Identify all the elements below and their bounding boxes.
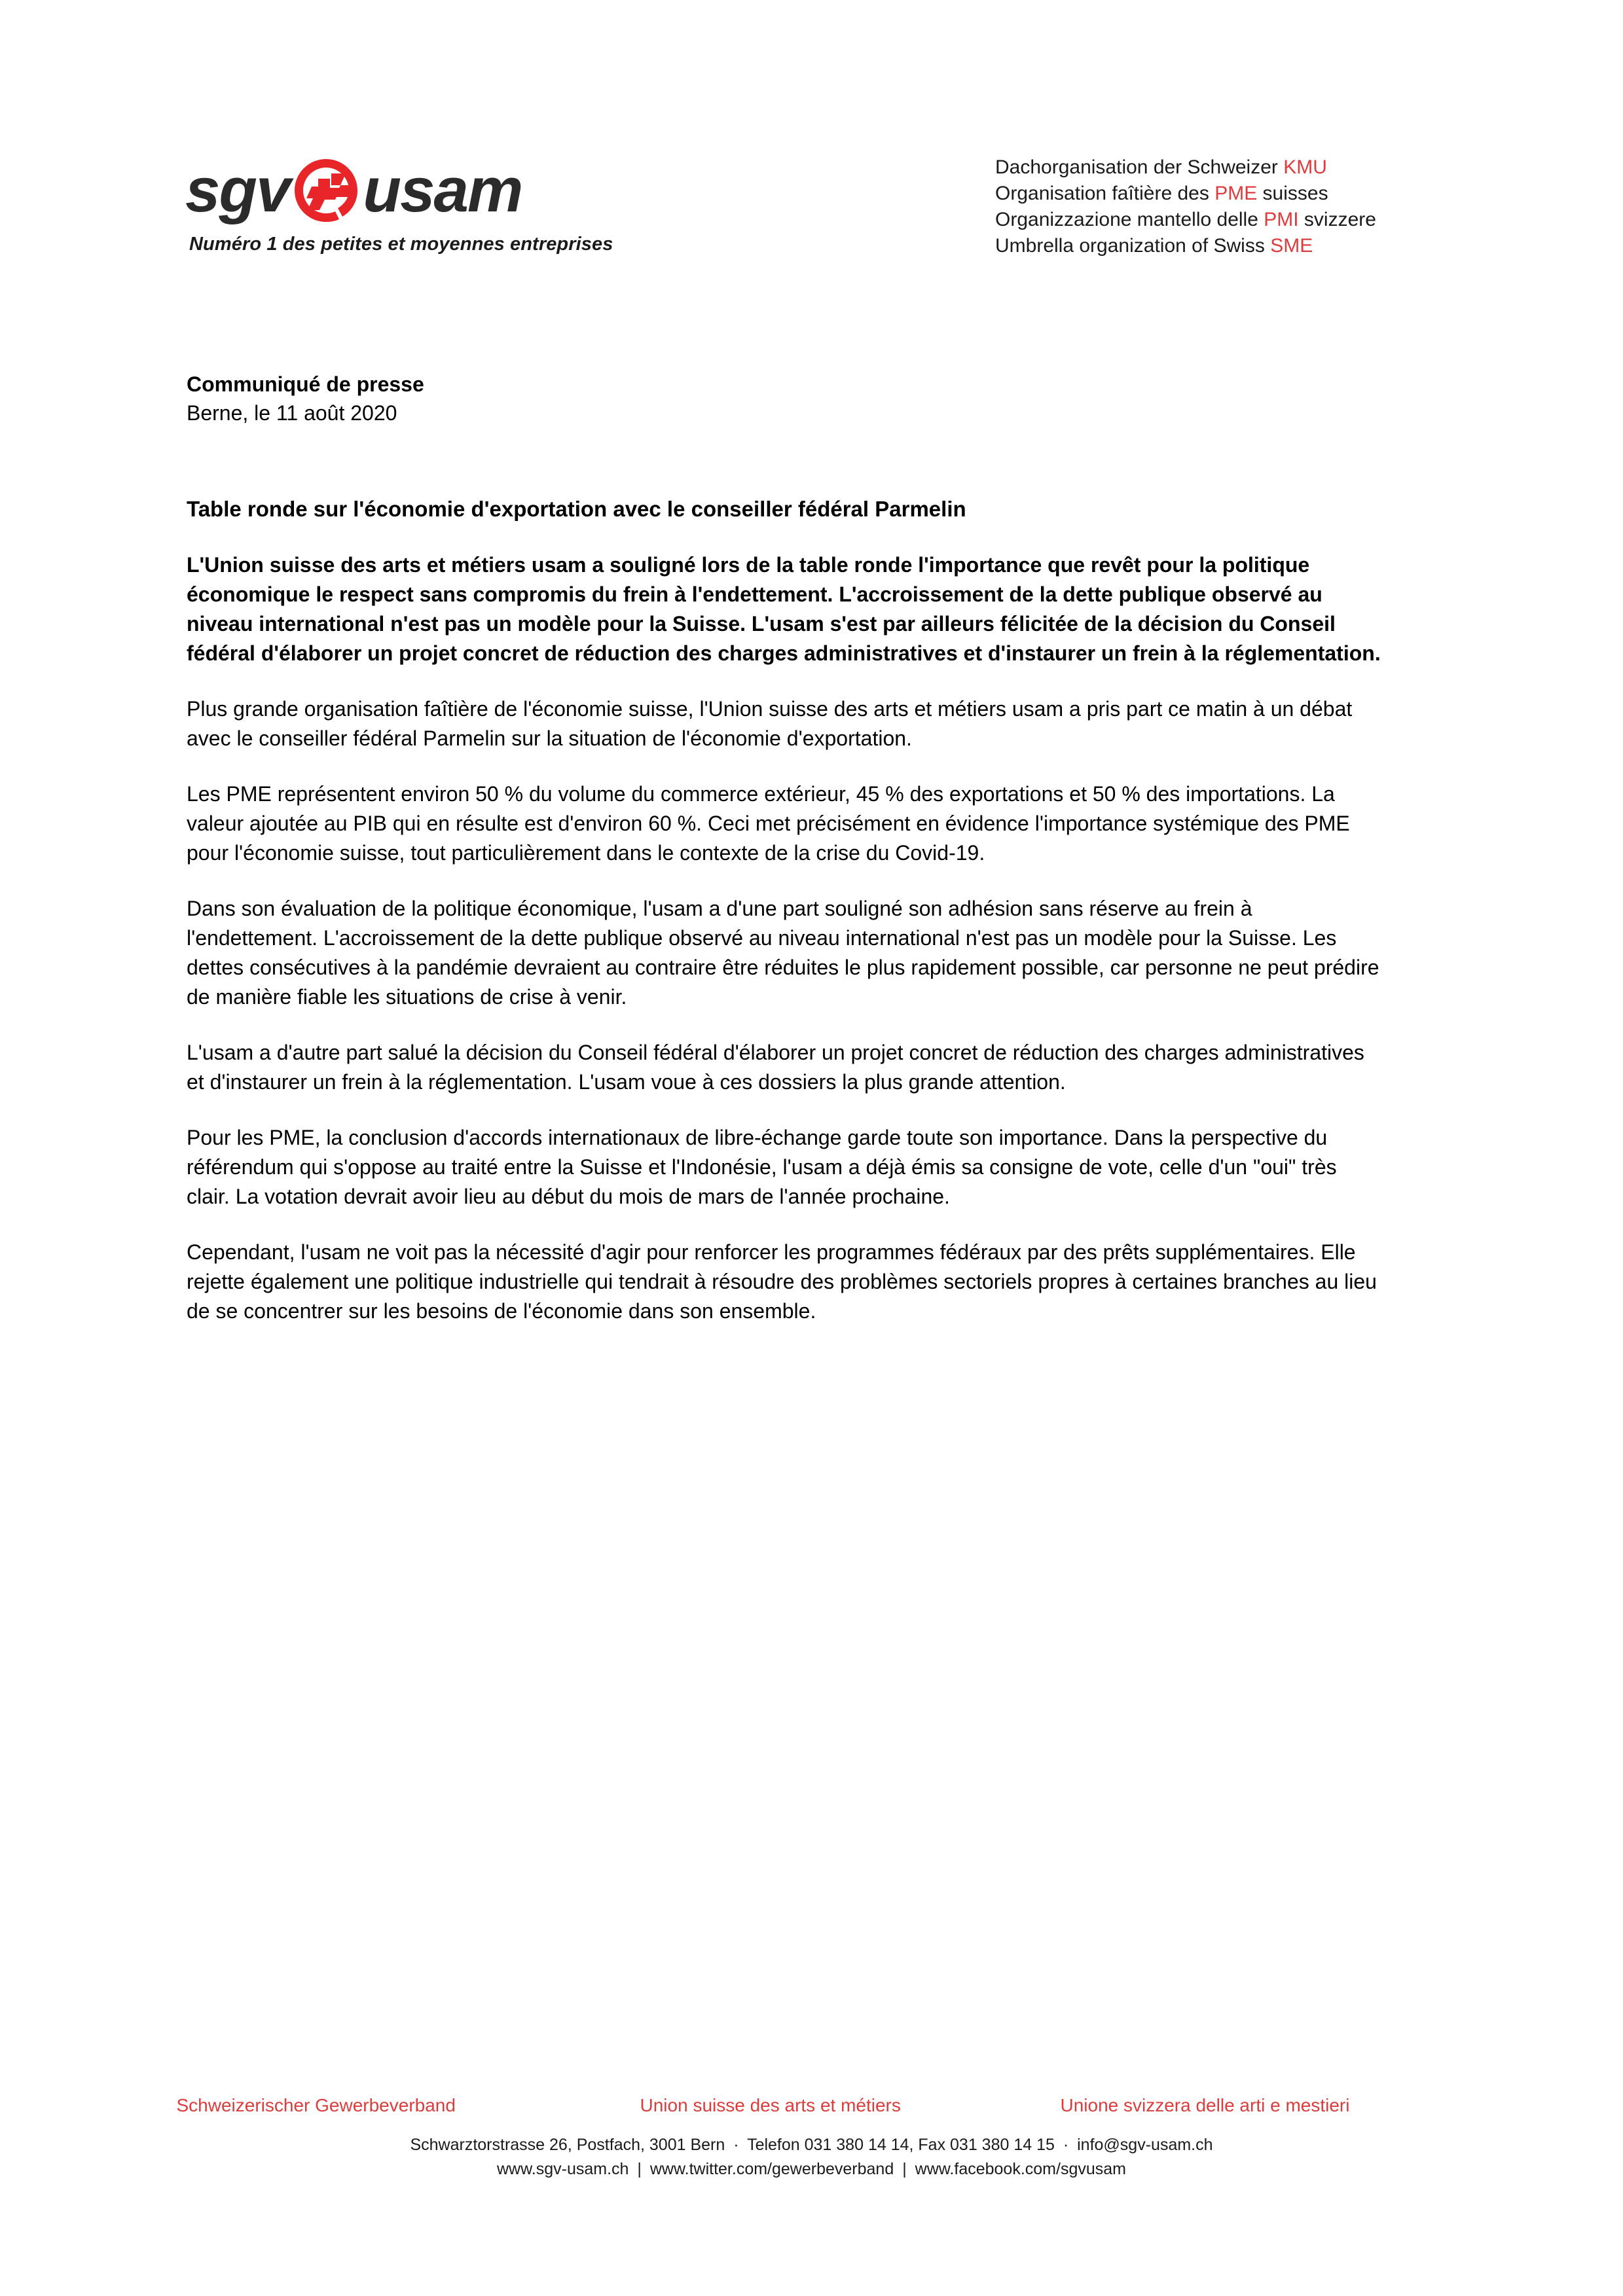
logo-wordmark	[185, 154, 591, 227]
language-line-it: Organizzazione mantello delle PMI svizzere	[995, 209, 1376, 230]
body-paragraph-6: Cependant, l'usam ne voit pas la nécessité d'agir pour renforcer les programmes fédéraux par des prêts supplémentaires. Elle rejette également une politique industrielle qui tendrait à résoudre des problèmes sectoriels propres à certaines branches au lieu de se concentrer sur les besoins de l'économie dans son ensemble.	[187, 1240, 1377, 1323]
footer-org-name-de: Schweizerischer Gewerbeverband	[176, 2095, 456, 2115]
body-paragraph-3: Dans son évaluation de la politique économique, l'usam a d'une part souligné son adhésion sans réserve au frein à l'endettement. L'accroissement de la dette publique observé au niveau international n'est pas un modèle pour la Suisse. Les dettes consécutives à la pandémie devraient au contraire être réduites le plus rapidement possible, car personne ne peut prédire de manière fiable les situations de crise à venir.	[187, 897, 1379, 1009]
release-place-date: Berne, le 11 août 2020	[187, 401, 397, 425]
footer-contact-line	[0, 2133, 1623, 2157]
footer-org-name-it: Unione svizzera delle arti e mestieri	[1060, 2095, 1350, 2115]
footer-organization-names	[170, 2092, 1453, 2121]
language-line-fr: Organisation faîtière des PME suisses	[995, 183, 1328, 204]
footer-twitter-link[interactable]: www.twitter.com/gewerbeverband	[649, 2160, 894, 2178]
page-title: Table ronde sur l'économie d'exportation avec le conseiller fédéral Parmelin	[187, 497, 966, 521]
page-footer	[0, 2092, 1623, 2181]
body-paragraph-2: Les PME représentent environ 50 % du volume du commerce extérieur, 45 % des exportations et 50 % des importations. La valeur ajoutée au PIB qui en résulte est d'environ 60 %. Ceci met précisément en évidence l'importance systémique des PME pour l'économie suisse, tout particulièrement dans le contexte de la crise du Covid-19.	[187, 782, 1350, 865]
footer-separator-dot-1: ·	[733, 2136, 739, 2154]
swiss-cross-circle-emblem-icon	[292, 156, 360, 224]
multilingual-org-descriptor	[995, 154, 1376, 259]
organization-logo	[185, 154, 613, 255]
footer-links-line	[0, 2157, 1623, 2181]
body-paragraph-4: L'usam a d'autre part salué la décision du Conseil fédéral d'élaborer un projet concret de réduction des charges administratives et d'instaurer un frein à la réglementation. L'usam voue à ces dossiers la plus grande attention.	[187, 1041, 1364, 1094]
footer-email-link[interactable]: info@sgv-usam.ch	[1077, 2136, 1213, 2154]
footer-phone-fax: Telefon 031 380 14 14, Fax 031 380 14 15	[747, 2136, 1055, 2154]
footer-separator-dot-2: ·	[1063, 2136, 1069, 2154]
body-paragraph-1: Plus grande organisation faîtière de l'économie suisse, l'Union suisse des arts et métiers usam a pris part ce matin à un débat avec le conseiller fédéral Parmelin sur la situation de l'économie d'exportation.	[187, 697, 1353, 750]
acronym-pme: PME	[1214, 183, 1258, 204]
footer-address: Schwarztorstrasse 26, Postfach, 3001 Bern	[410, 2136, 725, 2154]
body-paragraph-5: Pour les PME, la conclusion d'accords internationaux de libre-échange garde toute son importance. Dans la perspective du référendum qui s'oppose au traité entre la Suisse et l'Indonésie, l'usam a déjà émis sa consigne de vote, celle d'un "oui" très clair. La votation devrait avoir lieu au début du mois de mars de l'année prochaine.	[187, 1126, 1337, 1208]
language-line-de: Dachorganisation der Schweizer KMU	[995, 156, 1327, 178]
acronym-pmi: PMI	[1264, 209, 1299, 230]
release-type-label: Communiqué de presse	[187, 372, 424, 396]
logo-tagline: Numéro 1 des petites et moyennes entreprises	[189, 234, 613, 255]
page-header	[0, 0, 1623, 308]
document-body	[187, 370, 1381, 1347]
footer-website-link[interactable]: www.sgv-usam.ch	[496, 2160, 629, 2178]
logo-text-usam: usam	[363, 155, 522, 225]
footer-separator-bar-1: |	[637, 2160, 642, 2178]
footer-org-name-fr: Union suisse des arts et métiers	[640, 2095, 901, 2115]
acronym-sme: SME	[1270, 235, 1313, 257]
language-line-en: Umbrella organization of Swiss SME	[995, 235, 1313, 257]
footer-separator-bar-2: |	[902, 2160, 907, 2178]
acronym-kmu: KMU	[1283, 156, 1327, 178]
logo-text-sgv: sgv	[185, 155, 290, 225]
lead-paragraph: L'Union suisse des arts et métiers usam a souligné lors de la table ronde l'importance que revêt pour la politique économique le respect sans compromis du frein à l'endettement. L'accroissement de la dette publique observé au niveau international n'est pas un modèle pour la Suisse. L'usam s'est par ailleurs félicitée de la décision du Conseil fédéral d'élaborer un projet concret de réduction des charges administratives et d'instaurer un frein à la réglementation.	[187, 553, 1381, 665]
footer-facebook-link[interactable]: www.facebook.com/sgvusam	[915, 2160, 1126, 2178]
